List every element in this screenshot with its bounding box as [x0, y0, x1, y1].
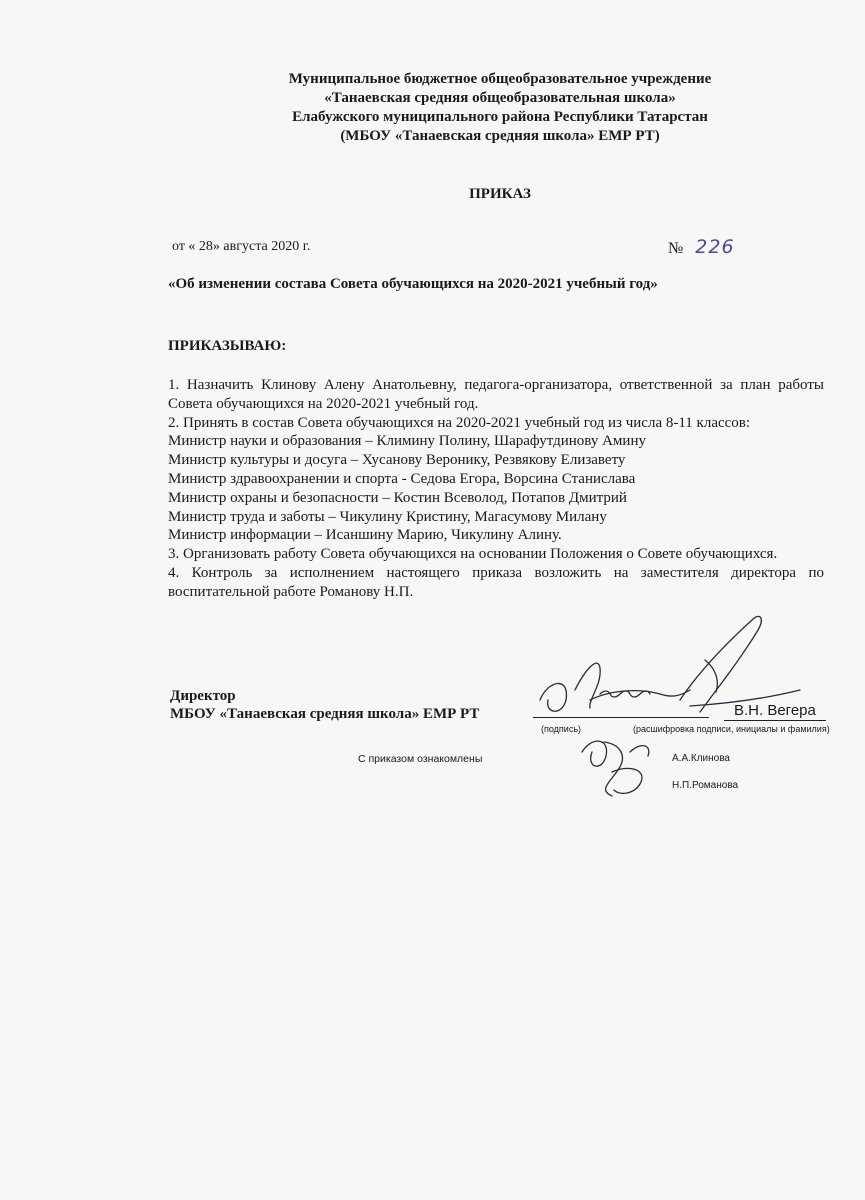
document-number — [668, 236, 735, 258]
decode-caption: (расшифровка подписи, инициалы и фамилия) — [633, 724, 830, 734]
acknowledgement-signature — [612, 768, 642, 793]
director-block — [170, 687, 479, 723]
director-signature — [680, 616, 761, 712]
header-line-2: «Танаевская средняя общеобразовательная школа» — [324, 90, 676, 106]
number-label: № — [668, 240, 684, 257]
director-role: Директор — [170, 688, 236, 704]
document-subject: «Об изменении состава Совета обучающихся на 2020-2021 учебный год» — [168, 276, 658, 292]
header-line-4: (МБОУ «Танаевская средняя школа» ЕМР РТ) — [340, 128, 660, 144]
acknowledgement-signature — [630, 746, 649, 756]
header-line-3: Елабужского муниципального района Республики Татарстан — [292, 109, 708, 125]
order-body — [168, 376, 824, 602]
document-title: ПРИКАЗ — [469, 186, 531, 202]
minister-line: Министр труда и заботы – Чикулину Кристину, Магасумову Милану — [168, 508, 607, 525]
director-signature — [575, 663, 600, 708]
minister-line: Министр информации – Исаншину Марию, Чикулину Алину. — [168, 527, 562, 544]
institution-header — [200, 70, 800, 146]
director-signature — [590, 690, 690, 700]
order-item-4: 4. Контроль за исполнением настоящего приказа возложить на заместителя директора по воспитательной работе Романову Н.П. — [168, 564, 824, 600]
acknowledgement-signature — [604, 742, 622, 796]
director-signature — [540, 683, 566, 711]
director-signature — [705, 660, 717, 692]
director-signature — [600, 691, 650, 697]
minister-line: Министр здравоохранении и спорта - Седова Егора, Ворсина Станислава — [168, 470, 636, 487]
acknowledgement-signature — [582, 741, 607, 766]
order-item-1: 1. Назначить Клинову Алену Анатольевну, педагога-организатора, ответственной за план работы Совета обучающихся на 2020-2021 учебный год. — [168, 377, 824, 412]
order-heading: ПРИКАЗЫВАЮ: — [168, 338, 287, 354]
signature-caption: (подпись) — [541, 724, 582, 734]
director-name: В.Н. Вегера — [734, 702, 816, 719]
acknowledged-name: Н.П.Романова — [672, 780, 739, 791]
order-item-3: 3. Организовать работу Совета обучающихся на основании Положения о Совете обучающихся. — [168, 546, 778, 563]
acknowledgement-label: С приказом ознакомлены — [358, 753, 483, 765]
minister-line: Министр культуры и досуга – Хусанову Веронику, Резвякову Елизавету — [168, 452, 626, 469]
acknowledged-name: А.А.Клинова — [672, 753, 730, 764]
director-org: МБОУ «Танаевская средняя школа» ЕМР РТ — [170, 706, 480, 722]
minister-line: Министр охраны и безопасности – Костин Всеволод, Потапов Дмитрий — [168, 489, 627, 506]
minister-line: Министр науки и образования – Климину Полину, Шарафутдинову Амину — [168, 433, 646, 450]
name-underline — [724, 720, 826, 721]
header-line-1: Муниципальное бюджетное общеобразовательное учреждение — [288, 71, 712, 87]
number-handwritten: 226 — [695, 236, 735, 258]
document-date: от « 28» августа 2020 г. — [172, 239, 311, 254]
signature-line — [533, 717, 709, 718]
order-item-2: 2. Принять в состав Совета обучающихся на 2020-2021 учебный год из числа 8-11 классов: — [168, 414, 751, 431]
